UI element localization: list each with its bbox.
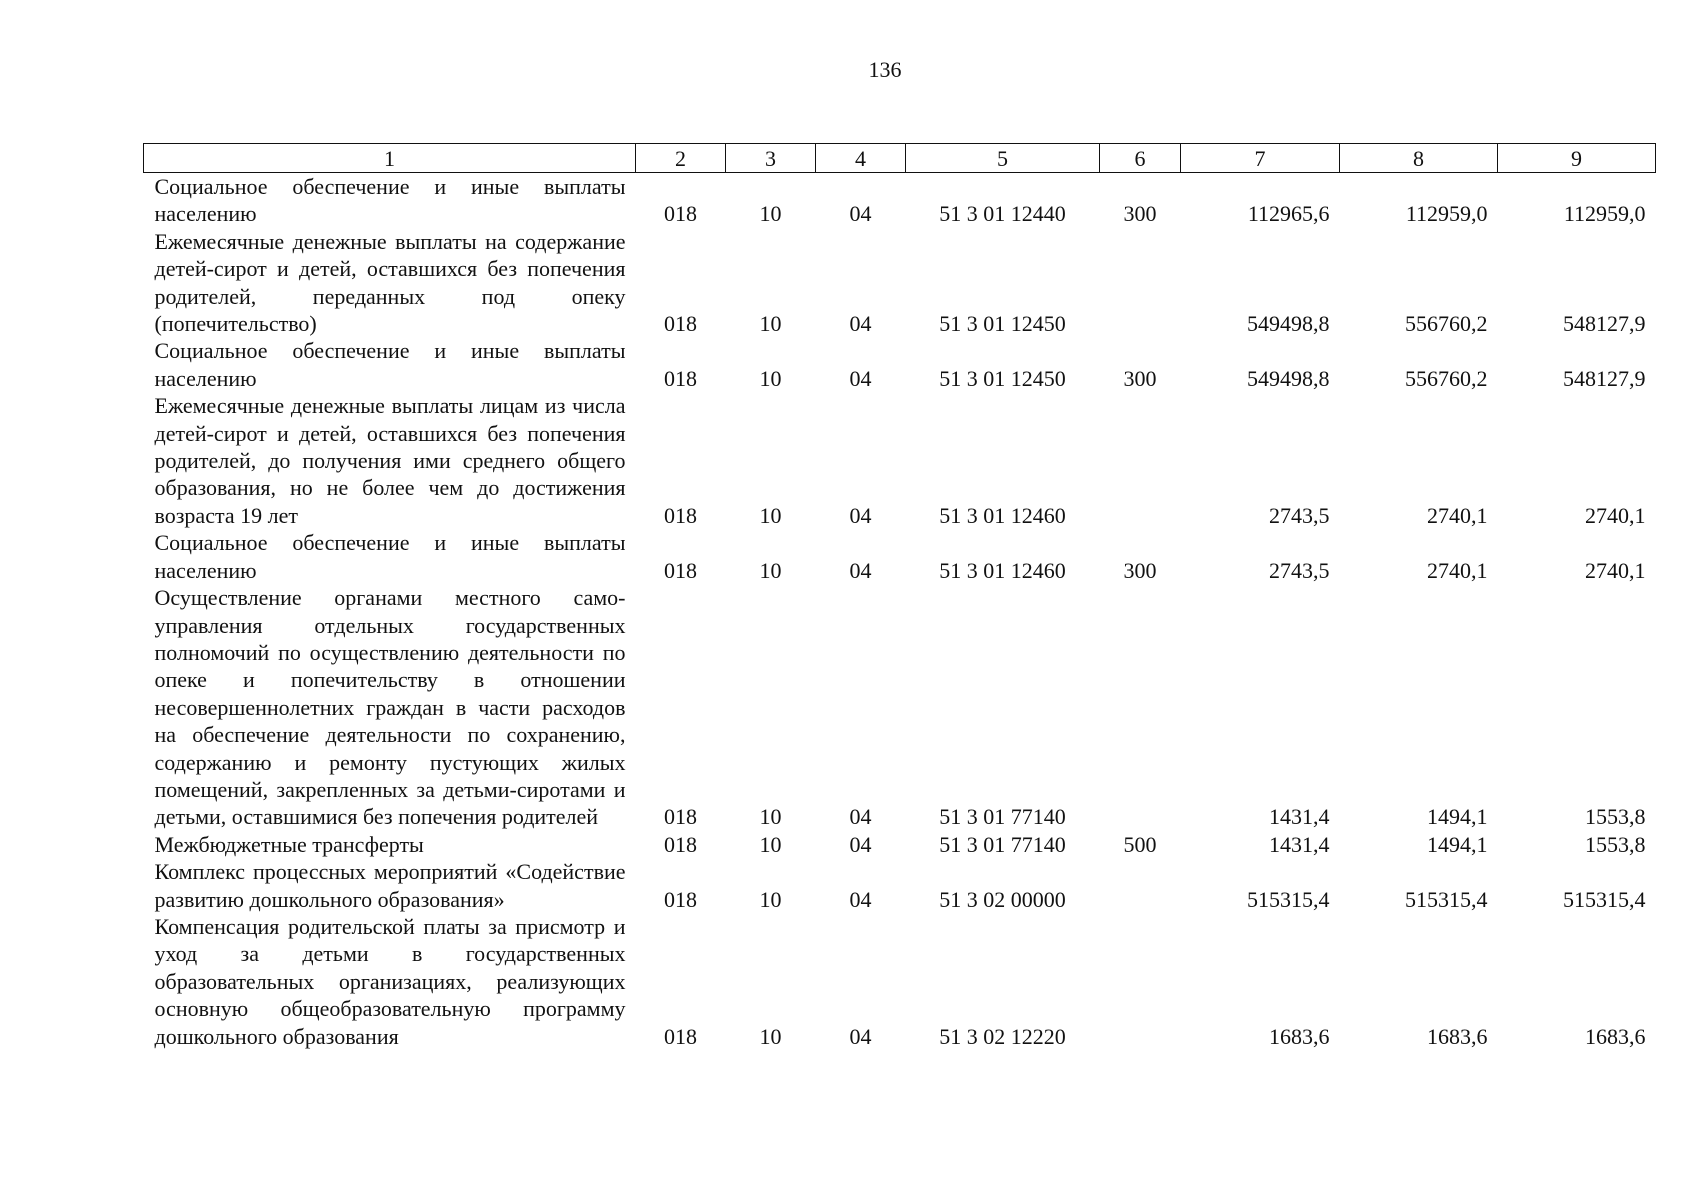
col-7-cell: 112965,6 [1247,201,1330,227]
col-9-cell: 1553,8 [1585,831,1646,857]
col-7-cell: 2743,5 [1269,502,1330,528]
table-row [144,584,1656,831]
col-9-cell: 2740,1 [1585,557,1646,583]
col-5-cell: 51 3 01 12460 [939,502,1066,528]
table-row [144,913,1656,1050]
col-9-cell: 1553,8 [1585,804,1646,830]
col-8-cell: 556760,2 [1405,311,1488,337]
col-6-cell [1100,228,1181,338]
col-8-cell: 112959,0 [1405,201,1488,227]
col-2-cell: 018 [664,311,697,337]
table-body [144,173,1656,1051]
col-9-cell: 1683,6 [1585,1023,1646,1049]
col-8-cell: 515315,4 [1405,886,1488,912]
col-4-cell: 04 [849,502,872,528]
col-6-cell: 300 [1123,557,1157,583]
table-row [144,529,1656,584]
col-9-cell: 548127,9 [1563,311,1646,337]
header-cell: 9 [1498,144,1656,173]
col-6-cell [1100,584,1181,831]
col-2-cell: 018 [664,831,697,857]
col-3-cell: 10 [759,557,782,583]
budget-table [143,143,1656,1050]
col-9-cell: 548127,9 [1563,365,1646,391]
col-9-cell: 2740,1 [1585,502,1646,528]
col-3-cell: 10 [759,804,782,830]
col-6-cell: 300 [1123,365,1157,391]
col-7-cell: 1431,4 [1269,831,1330,857]
col-6-cell [1100,858,1181,913]
col-4-cell: 04 [849,886,872,912]
col-6-cell [1100,392,1181,529]
row-name: Осуществление органами местного самоуправления отдельных государственных полномочий по осуществлению деятельности по опеке и попечительству в отношении несовершеннолетних граждан в части расходов на обеспечение деятельности по сохранению, содержанию и ремонту пустующих жилых помещений, закрепленных за детьми-сиротами и детьми, оставшимися без попечения родителей [154,585,626,830]
col-5-cell: 51 3 01 12460 [939,557,1066,583]
row-name: Ежемесячные денежные выплаты на содержание детей-сирот и детей, оставшихся без попечения родителей, переданных под опеку (попечительство) [154,228,626,337]
col-5-cell: 51 3 01 77140 [939,804,1066,830]
col-3-cell: 10 [759,1023,782,1049]
col-3-cell: 10 [759,831,782,857]
col-5-cell: 51 3 01 77140 [939,831,1066,857]
col-8-cell: 1683,6 [1427,1023,1488,1049]
col-9-cell: 112959,0 [1563,201,1646,227]
header-cell: 5 [906,144,1100,173]
col-3-cell: 10 [759,502,782,528]
col-6-cell [1100,913,1181,1050]
col-3-cell: 10 [759,886,782,912]
header-cell: 4 [816,144,906,173]
row-name: Социальное обеспечение и иные выплаты населению [154,174,626,227]
row-name: Комплекс процессных мероприятий «Содействие развитию дошкольного образования» [154,859,626,912]
col-5-cell: 51 3 01 12440 [939,201,1066,227]
col-4-cell: 04 [849,365,872,391]
row-name: Социальное обеспечение и иные выплаты населению [154,338,626,391]
col-4-cell: 04 [849,804,872,830]
header-cell: 7 [1181,144,1340,173]
table-row [144,228,1656,338]
col-7-cell: 515315,4 [1247,886,1330,912]
col-2-cell: 018 [664,804,697,830]
header-cell: 2 [636,144,726,173]
col-9-cell: 515315,4 [1563,886,1646,912]
page-number: 136 [868,57,902,82]
header-cell: 8 [1340,144,1498,173]
col-2-cell: 018 [664,365,697,391]
col-5-cell: 51 3 02 12220 [939,1023,1066,1049]
col-2-cell: 018 [664,502,697,528]
header-cell: 6 [1100,144,1181,173]
col-2-cell: 018 [664,1023,697,1049]
col-4-cell: 04 [849,311,872,337]
table-header [144,144,1656,173]
col-8-cell: 2740,1 [1427,557,1488,583]
col-3-cell: 10 [759,311,782,337]
col-4-cell: 04 [849,831,872,857]
table-row [144,392,1656,529]
row-name: Ежемесячные денежные выплаты лицам из числа детей-сирот и детей, оставшихся без попечения родителей, до получения ими среднего общего образования, но не более чем до достижения возраста 19 лет [154,393,626,528]
table-row [144,337,1656,392]
col-5-cell: 51 3 02 00000 [939,886,1066,912]
header-cell: 3 [726,144,816,173]
col-7-cell: 549498,8 [1247,365,1330,391]
col-6-cell: 500 [1123,831,1157,857]
header-row [144,144,1656,173]
col-3-cell: 10 [759,201,782,227]
row-name: Компенсация родительской платы за присмотр и уход за детьми в государственных образовательных организациях, реализующих основную общеобразовательную программу дошкольного образования [154,913,626,1049]
col-7-cell: 1431,4 [1269,804,1330,830]
row-name: Социальное обеспечение и иные выплаты населению [154,530,626,583]
col-2-cell: 018 [664,557,697,583]
col-4-cell: 04 [849,1023,872,1049]
header-cell: 1 [144,144,636,173]
col-8-cell: 1494,1 [1427,831,1488,857]
col-7-cell: 549498,8 [1247,311,1330,337]
col-3-cell: 10 [759,365,782,391]
col-4-cell: 04 [849,201,872,227]
table-row [144,173,1656,228]
col-4-cell: 04 [849,557,872,583]
col-5-cell: 51 3 01 12450 [939,311,1066,337]
col-8-cell: 556760,2 [1405,365,1488,391]
col-2-cell: 018 [664,201,697,227]
table-row [144,831,1656,858]
table-row [144,858,1656,913]
col-6-cell: 300 [1123,201,1157,227]
col-7-cell: 2743,5 [1269,557,1330,583]
col-5-cell: 51 3 01 12450 [939,365,1066,391]
col-2-cell: 018 [664,886,697,912]
col-7-cell: 1683,6 [1269,1023,1330,1049]
row-name: Межбюджетные трансферты [154,831,424,857]
col-8-cell: 2740,1 [1427,502,1488,528]
col-8-cell: 1494,1 [1427,804,1488,830]
